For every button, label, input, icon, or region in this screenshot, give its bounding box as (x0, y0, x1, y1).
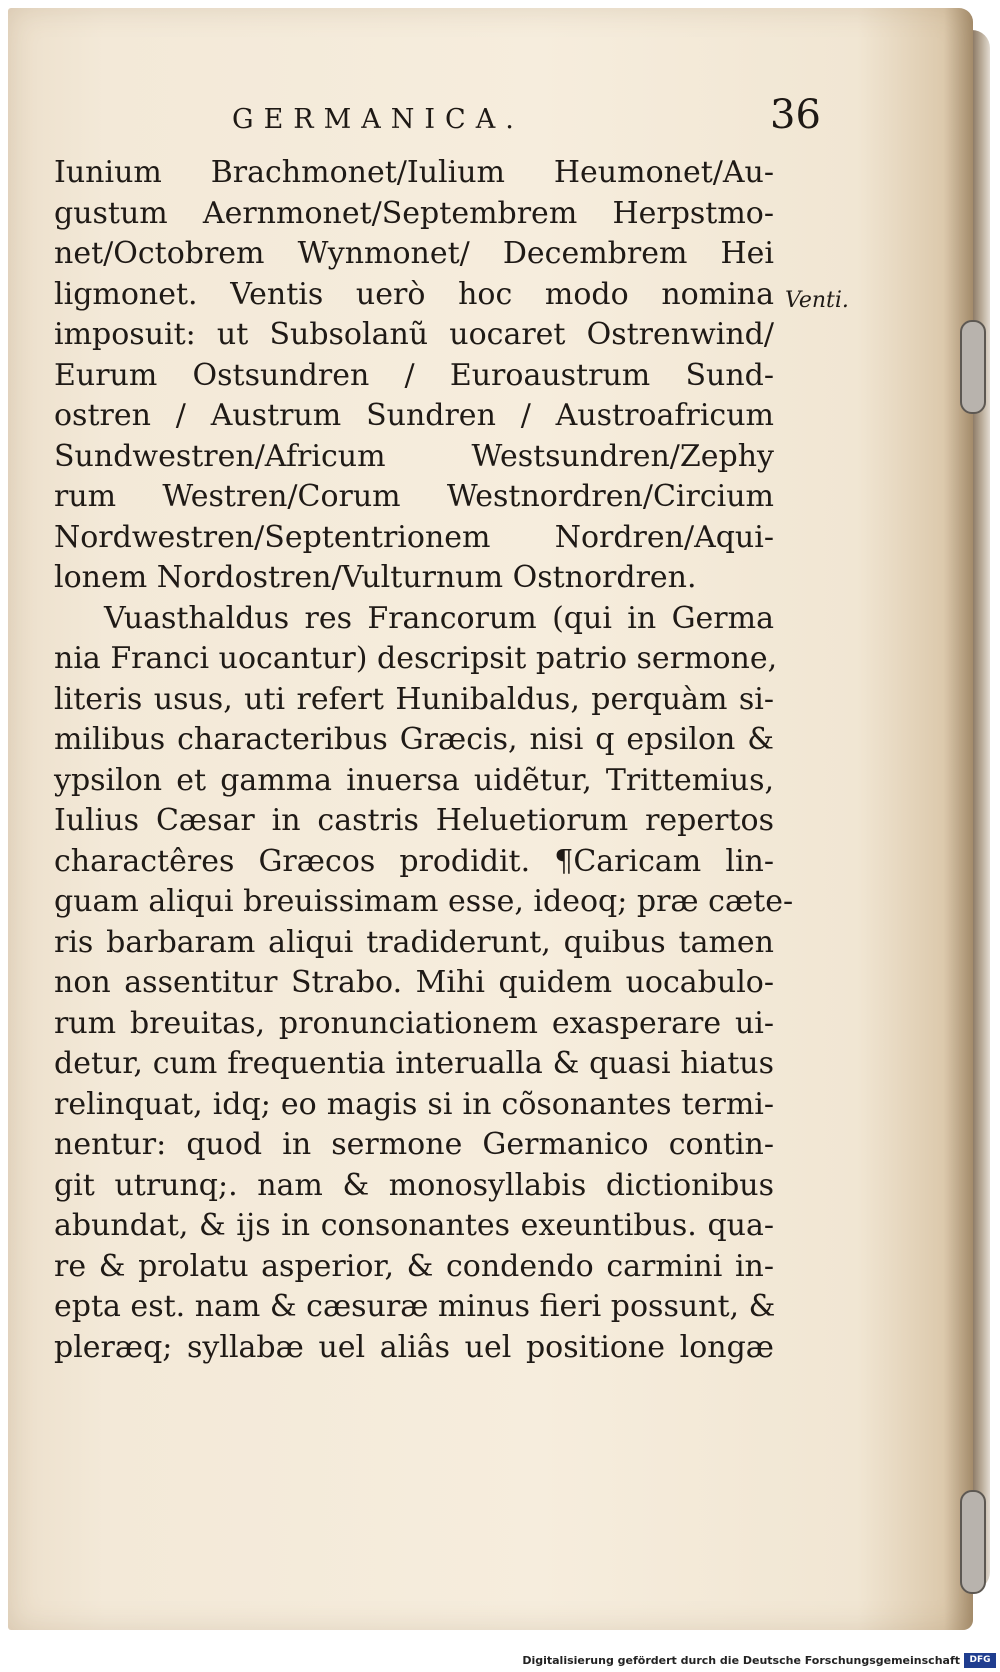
text-line: ypsilon et gamma inuersa uidẽtur, Trittemius, (54, 762, 774, 798)
text-line: nia Franci uocantur) descripsit patrio sermone, (54, 641, 778, 676)
page-clip-bottom (960, 1490, 986, 1594)
text-line: Iulius Cæsar in castris Heluetiorum repertos (54, 803, 774, 838)
text-line: pleræq; syllabæ uel aliâs uel positione longæ (54, 1329, 774, 1365)
marginal-note: Venti. (785, 288, 849, 313)
page-number: 36 (770, 92, 821, 138)
text-line: Sundwestren/Africum Westsundren/Zephy (54, 438, 774, 474)
text-line: abundat, & ijs in consonantes exeuntibus. qua- (54, 1208, 774, 1243)
text-line: re & prolatu asperior, & condendo carmini in- (54, 1248, 774, 1284)
text-line: guam aliqui breuissimam esse, ideoq; præ cæte- (54, 884, 794, 919)
text-line: rum Westren/Corum Westnordren/Circium (54, 479, 774, 514)
text-line: lonem Nordostren/Vulturnum Ostnordren. (54, 560, 697, 595)
text-line: Iunium Brachmonet/Iulium Heumonet/Au- (54, 155, 774, 190)
text-line: Nordwestren/Septentrionem Nordren/Aqui- (54, 519, 774, 555)
text-line: non assentitur Strabo. Mihi quidem uocabulo- (54, 965, 774, 1000)
body-text (54, 153, 794, 1368)
text-line: literis usus, uti refert Hunibaldus, perquàm si- (54, 681, 774, 717)
dfg-logo: DFG (964, 1653, 996, 1668)
text-line: Vuasthaldus res Francorum (qui in Germa (104, 600, 774, 636)
text-line: imposuit: ut Subsolanũ uocaret Ostrenwind/ (54, 317, 774, 352)
text-line: rum breuitas, pronunciationem exasperare ui- (54, 1005, 774, 1041)
text-line: net/Octobrem Wynmonet/ Decembrem Hei (54, 236, 774, 271)
text-line: relinquat, idq; eo magis si in cõsonantes termi- (54, 1086, 774, 1122)
text-line: ris barbaram aliqui tradiderunt, quibus tamen (54, 924, 774, 960)
text-line: ostren / Austrum Sundren / Austroafricum (54, 398, 774, 433)
text-line: ligmonet. Ventis uerò hoc modo nomina (54, 276, 774, 312)
digitization-footer (0, 1650, 1000, 1672)
text-line: nentur: quod in sermone Germanico contin- (54, 1127, 774, 1162)
text-line: Eurum Ostsundren / Euroaustrum Sund- (54, 357, 774, 393)
text-line: epta est. nam & cæsuræ minus fieri possunt, & (54, 1289, 776, 1324)
text-line: git utrunq;. nam & monosyllabis dictionibus (54, 1167, 774, 1203)
page-clip-top (960, 320, 986, 414)
text-line: gustum Aernmonet/Septembrem Herpstmo- (54, 195, 774, 231)
text-line: detur, cum frequentia interualla & quasi hiatus (54, 1046, 774, 1081)
footer-credit: Digitalisierung gefördert durch die Deutsche Forschungsgemeinschaft (522, 1654, 960, 1667)
running-head: GERMANICA. (232, 104, 524, 135)
text-line: charactêres Græcos prodidit. ¶Caricam lin- (54, 843, 774, 879)
text-line: milibus characteribus Græcis, nisi q epsilon & (54, 722, 774, 757)
